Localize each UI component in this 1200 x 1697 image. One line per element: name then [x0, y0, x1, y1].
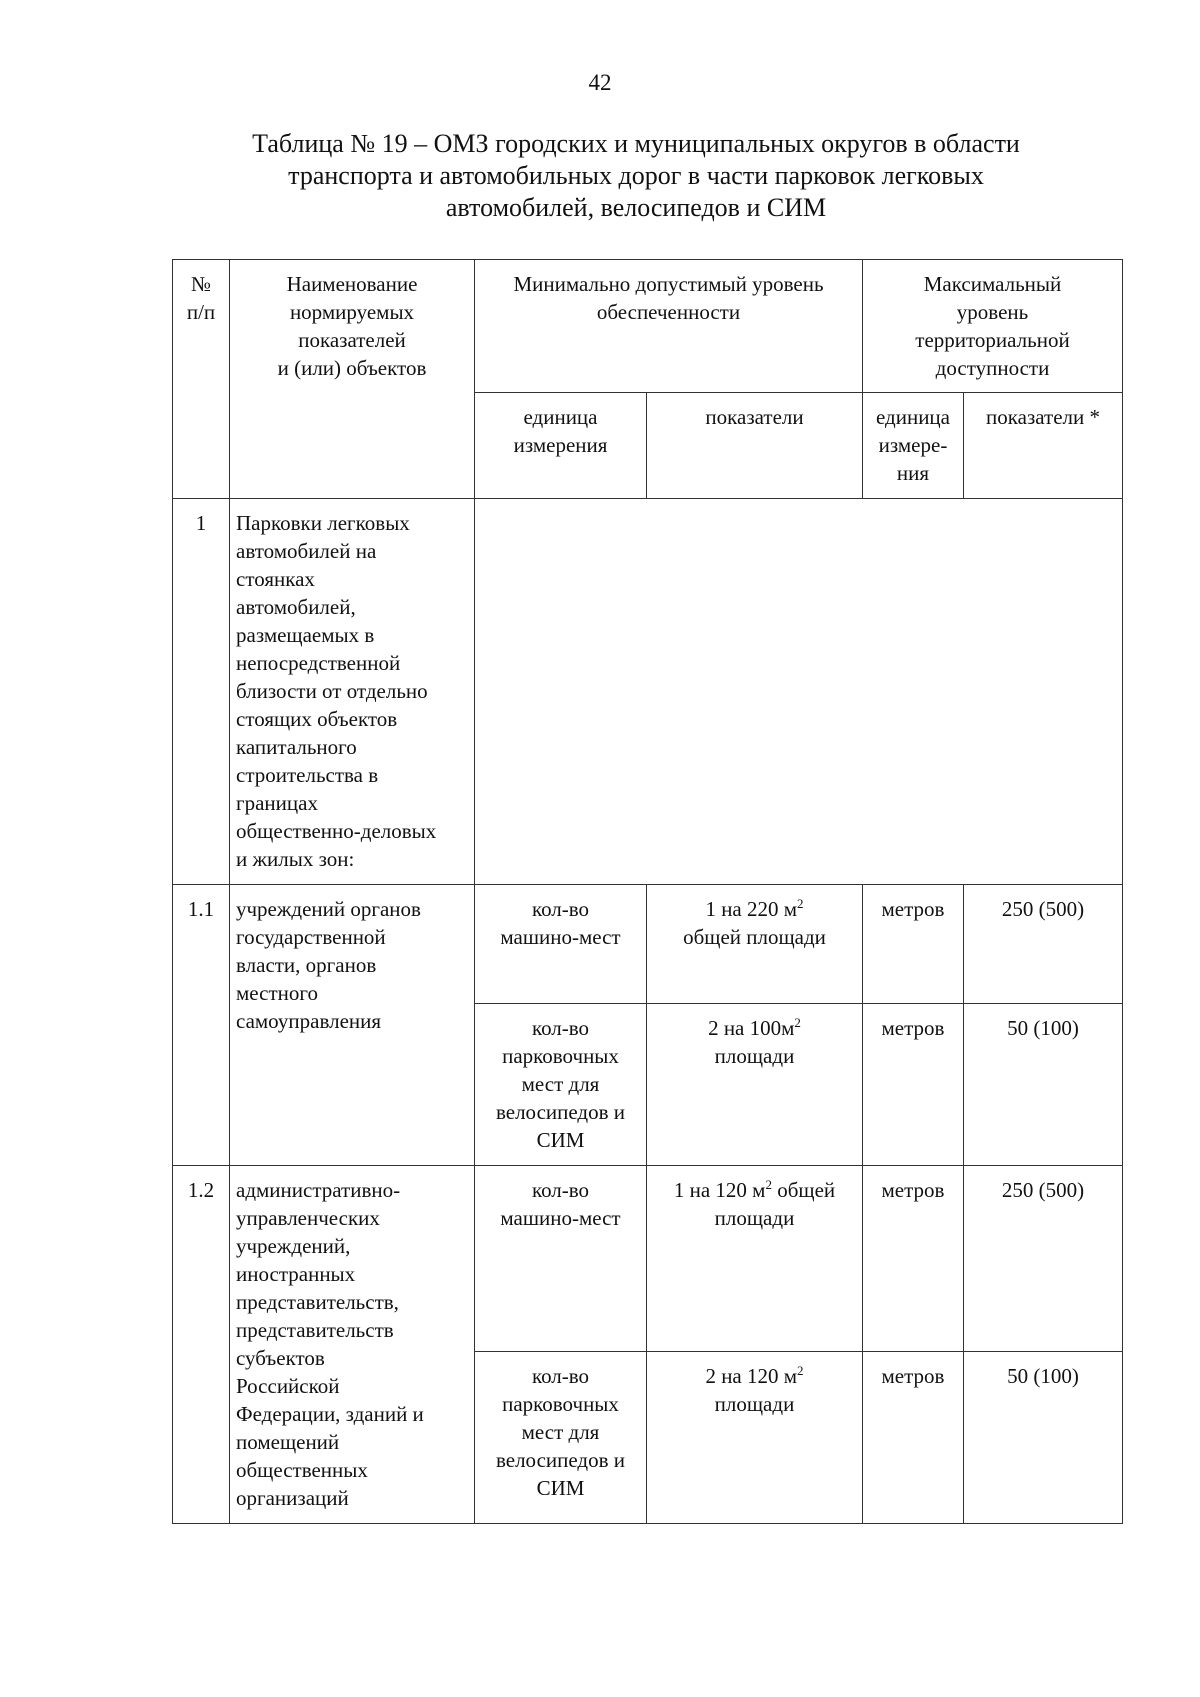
max-unit-cell: метров [863, 1352, 964, 1524]
row-num: 1 [173, 499, 230, 885]
value-cell: 2 на 120 $м^2$ площади [647, 1352, 863, 1524]
header-max-value: показатели * [964, 393, 1123, 499]
norms-table [172, 259, 1123, 1524]
table-title [150, 128, 1122, 224]
max-value-cell: 250 (500) [964, 1166, 1123, 1352]
row-name: учреждений органов государственной власти, органов местного самоуправления [230, 885, 475, 1166]
title-line: Таблица № 19 – ОМЗ городских и муниципальных округов в области [252, 129, 1020, 158]
unit-cell: кол-во машино-мест [475, 885, 647, 1004]
max-unit-cell: метров [863, 1004, 964, 1166]
table-row [173, 499, 1123, 885]
unit-cell: кол-во парковочных мест для велосипедов и СИМ [475, 1352, 647, 1524]
title-line: автомобилей, велосипедов и СИМ [445, 193, 827, 222]
header-max-unit: единица измере- ния [863, 393, 964, 499]
max-unit-cell: метров [863, 1166, 964, 1352]
header-name: Наименование нормируемых показателей и (или) объектов [230, 260, 475, 499]
header-min-level: Минимально допустимый уровень обеспеченности [475, 260, 863, 393]
table-row [173, 1166, 1123, 1352]
title-line: транспорта и автомобильных дорог в части парковок легковых [288, 161, 984, 190]
header-min-value: показатели [647, 393, 863, 499]
value-cell: 1 на 220 $м^2$ общей площади [647, 885, 863, 1004]
value-cell: 1 на 120 $м^2$ общей площади [647, 1166, 863, 1352]
row-num: 1.2 [173, 1166, 230, 1524]
max-value-cell: 50 (100) [964, 1352, 1123, 1524]
max-value-cell: 50 (100) [964, 1004, 1123, 1166]
row-num: 1.1 [173, 885, 230, 1166]
max-unit-cell: метров [863, 885, 964, 1004]
unit-cell: кол-во парковочных мест для велосипедов и СИМ [475, 1004, 647, 1166]
row-name: административно- управленческих учреждений, иностранных представительств, представительств субъектов Российской Федерации, зданий и помещений общественных организаций [230, 1166, 475, 1524]
row-name: Парковки легковых автомобилей на стоянках автомобилей, размещаемых в непосредственной близости от отдельно стоящих объектов капитального строительства в границах общественно-деловых и жилых зон: [230, 499, 475, 885]
header-max-level: Максимальный уровень территориальной доступности [863, 260, 1123, 393]
unit-cell: кол-во машино-мест [475, 1166, 647, 1352]
empty-cell [475, 499, 1123, 885]
value-cell: 2 на $100м^2$ площади [647, 1004, 863, 1166]
header-row [173, 260, 1123, 393]
header-num: № п/п [173, 260, 230, 499]
max-value-cell: 250 (500) [964, 885, 1123, 1004]
table-row [173, 885, 1123, 1004]
page-number: 42 [588, 70, 612, 95]
header-min-unit: единица измерения [475, 393, 647, 499]
